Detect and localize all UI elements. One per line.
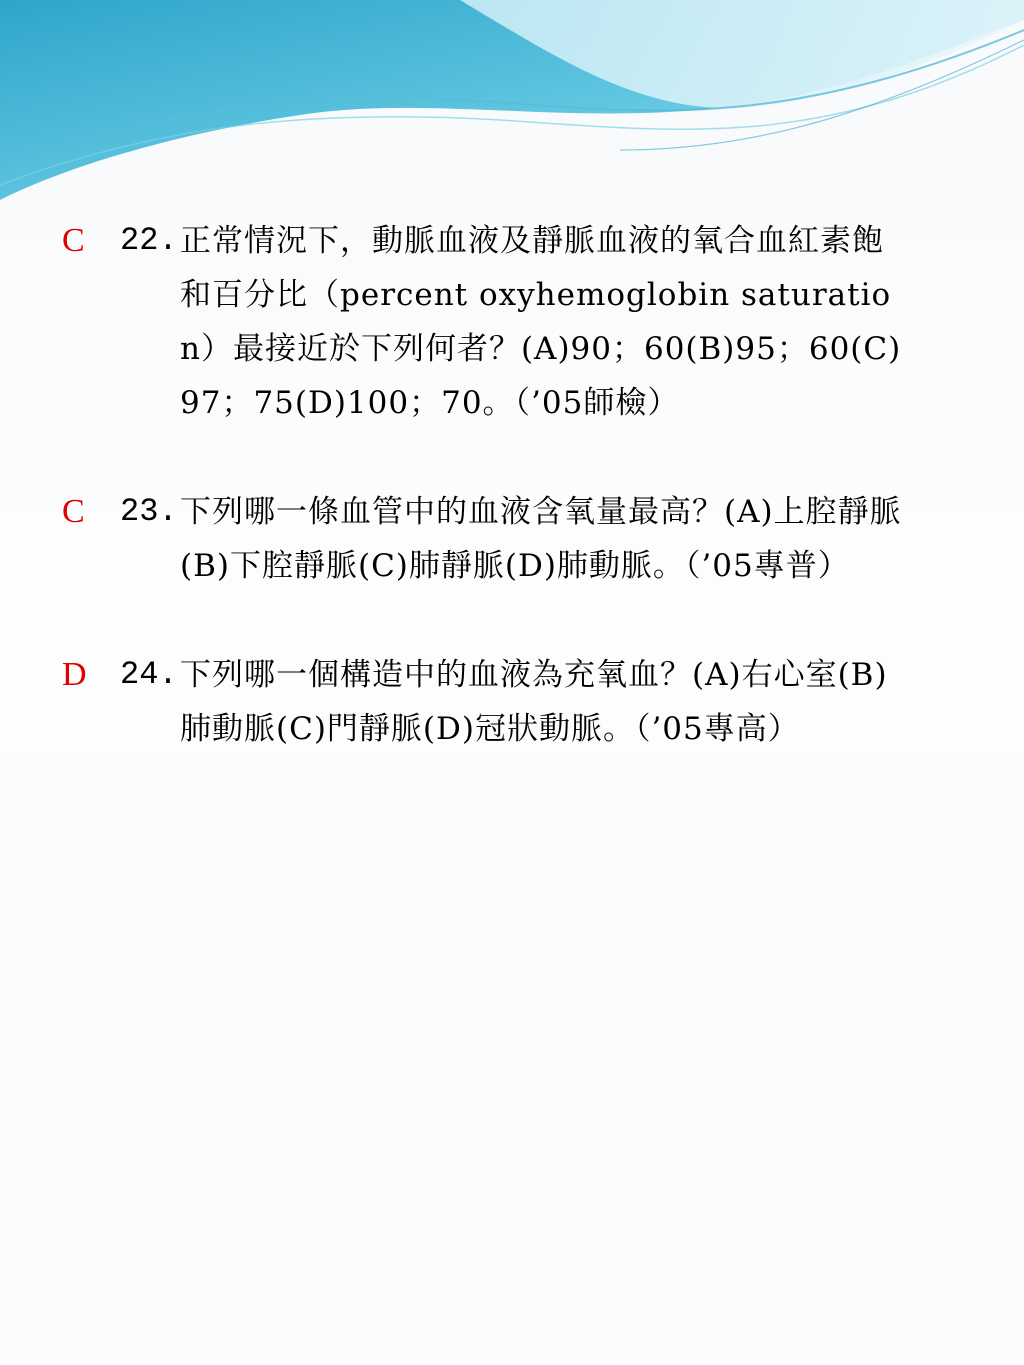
answer-key: C — [62, 493, 85, 530]
answer-key: D — [62, 656, 87, 693]
question-item — [62, 214, 962, 430]
question-number: 23. — [120, 493, 178, 530]
question-text: 下列哪一個構造中的血液為充氧血？(A)右心室(B)肺動脈(C)門靜脈(D)冠狀動脈。（’05專高） — [180, 657, 888, 747]
question-number: 22. — [120, 222, 178, 259]
decorative-wave-header — [0, 0, 1024, 210]
question-item — [62, 648, 962, 756]
question-text: 下列哪一條血管中的血液含氧量最高？(A)上腔靜脈(B)下腔靜脈(C)肺靜脈(D)肺動脈。（’05專普） — [180, 494, 902, 584]
question-list — [62, 214, 962, 811]
question-text: 正常情況下，動脈血液及靜脈血液的氧合血紅素飽和百分比（percent oxyhemoglobin saturation）最接近於下列何者？(A)90；60(B)95；60(C)97；75(D)100；70。（’05師檢） — [180, 223, 902, 421]
answer-key: C — [62, 222, 85, 259]
question-number: 24. — [120, 656, 178, 693]
question-item — [62, 485, 962, 593]
